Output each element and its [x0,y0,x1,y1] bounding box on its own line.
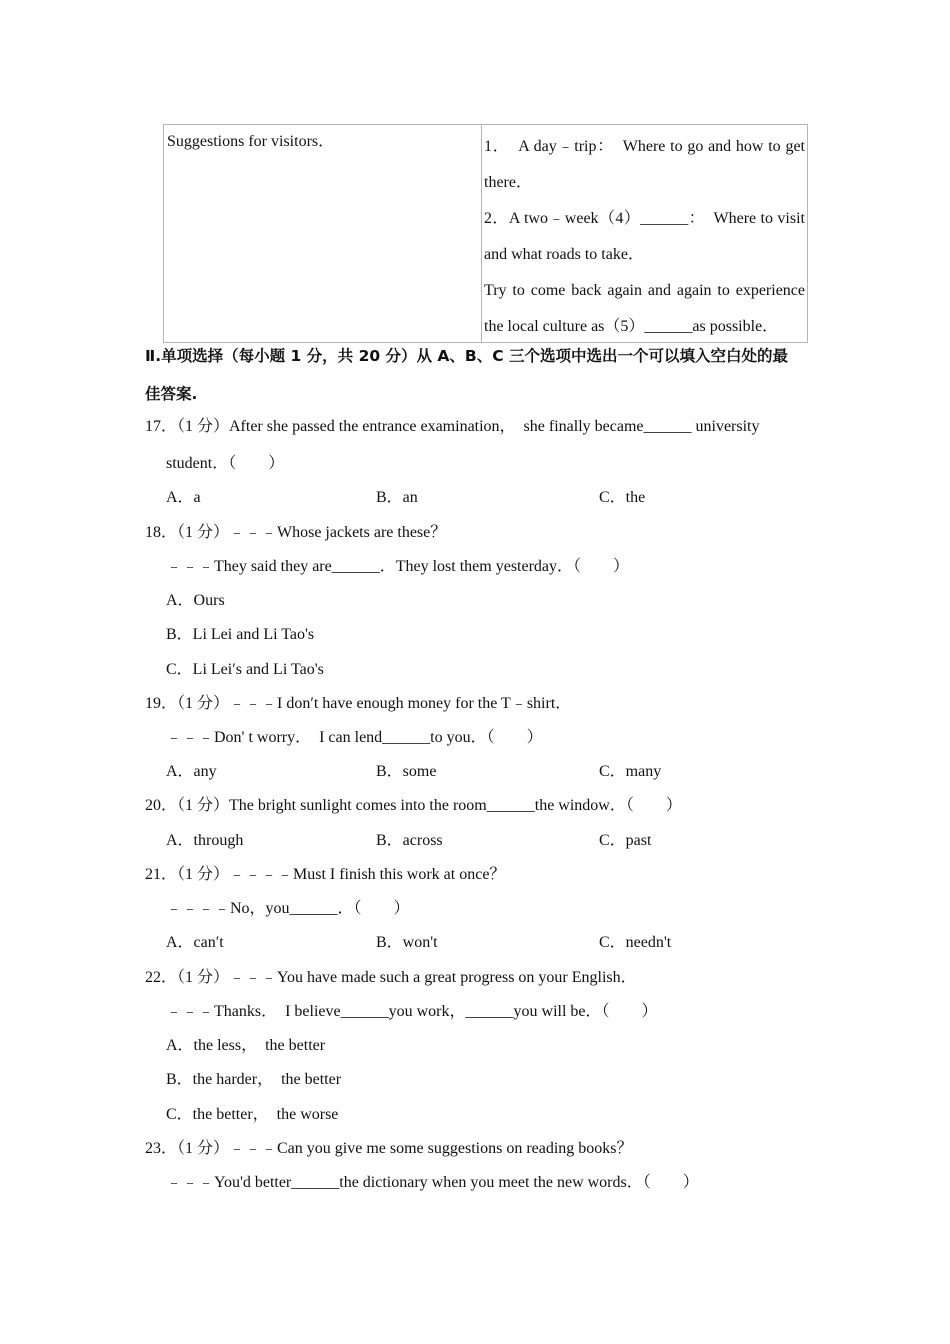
section-heading-line-2: 佳答案. [145,385,198,403]
question-18-stem-cont: ﹣﹣﹣They said they are______．They lost them yesterday．（ ） [166,558,630,575]
question-17-stem: 17．（1 分）After she passed the entrance examination， she finally became______ university [145,418,760,435]
question-17-option-c[interactable]: C．the [599,489,646,506]
question-20-option-b[interactable]: B．across [376,832,443,849]
suggestions-table [163,124,808,343]
question-20-option-c[interactable]: C．past [599,832,652,849]
question-21-stem: 21．（1 分）﹣﹣﹣﹣Must I finish this work at once？ [145,866,506,883]
table-right-item-2: 2．A two﹣week（4）______： Where to visit and what roads to take． [484,210,805,263]
question-18-option-a[interactable]: A．Ours [166,592,225,609]
question-20-option-a[interactable]: A．through [166,832,244,849]
question-21-stem-cont: ﹣﹣﹣﹣No，you______．（ ） [166,900,410,917]
question-18-stem: 18．（1 分）﹣﹣﹣Whose jackets are these？ [145,524,447,541]
question-21-option-a[interactable]: A．can′t [166,934,224,951]
question-18-option-b[interactable]: B．Li Lei and Li Tao's [166,626,315,643]
table-right-item-3: Try to come back again and again to experience the local culture as（5）______as possible． [484,282,805,335]
question-21-option-b[interactable]: B．won't [376,934,438,951]
question-18-option-c[interactable]: C．Li Lei′s and Li Tao's [166,661,324,678]
question-21-option-c[interactable]: C．needn't [599,934,672,951]
question-17-stem-cont: student．（ ） [166,455,285,472]
question-17-option-a[interactable]: A．a [166,489,201,506]
question-17-option-b[interactable]: B．an [376,489,418,506]
question-22-stem: 22．（1 分）﹣﹣﹣You have made such a great progress on your English． [145,969,637,986]
section-heading-line-1: Ⅱ.单项选择（每小题 1 分，共 20 分）从 A、B、C 三个选项中选出一个可以填入空白处的最 [145,347,789,365]
question-19-stem: 19．（1 分）﹣﹣﹣I don′t have enough money for the T﹣shirt． [145,695,572,712]
question-22-option-a[interactable]: A．the less， the better [166,1037,326,1054]
question-22-option-c[interactable]: C．the better， the worse [166,1106,339,1123]
question-19-option-a[interactable]: A．any [166,763,217,780]
question-23-stem-cont: ﹣﹣﹣You'd better______the dictionary when you meet the new words．（ ） [166,1174,699,1191]
question-23-stem: 23．（1 分）﹣﹣﹣Can you give me some suggestions on reading books？ [145,1140,633,1157]
question-20-stem: 20．（1 分）The bright sunlight comes into the room______the window．（ ） [145,797,682,814]
table-cell-left: Suggestions for visitors． [164,125,482,342]
table-cell-right [482,125,807,342]
question-19-option-c[interactable]: C．many [599,763,662,780]
table-right-item-1: 1． A day﹣trip： Where to go and how to get there． [484,138,805,191]
question-22-option-b[interactable]: B．the harder， the better [166,1071,342,1088]
question-19-stem-cont: ﹣﹣﹣Don' t worry． I can lend______to you．（ ） [166,729,543,746]
question-19-option-b[interactable]: B．some [376,763,437,780]
question-22-stem-cont: ﹣﹣﹣Thanks． I believe______you work，______you will be．（ ） [166,1003,658,1020]
